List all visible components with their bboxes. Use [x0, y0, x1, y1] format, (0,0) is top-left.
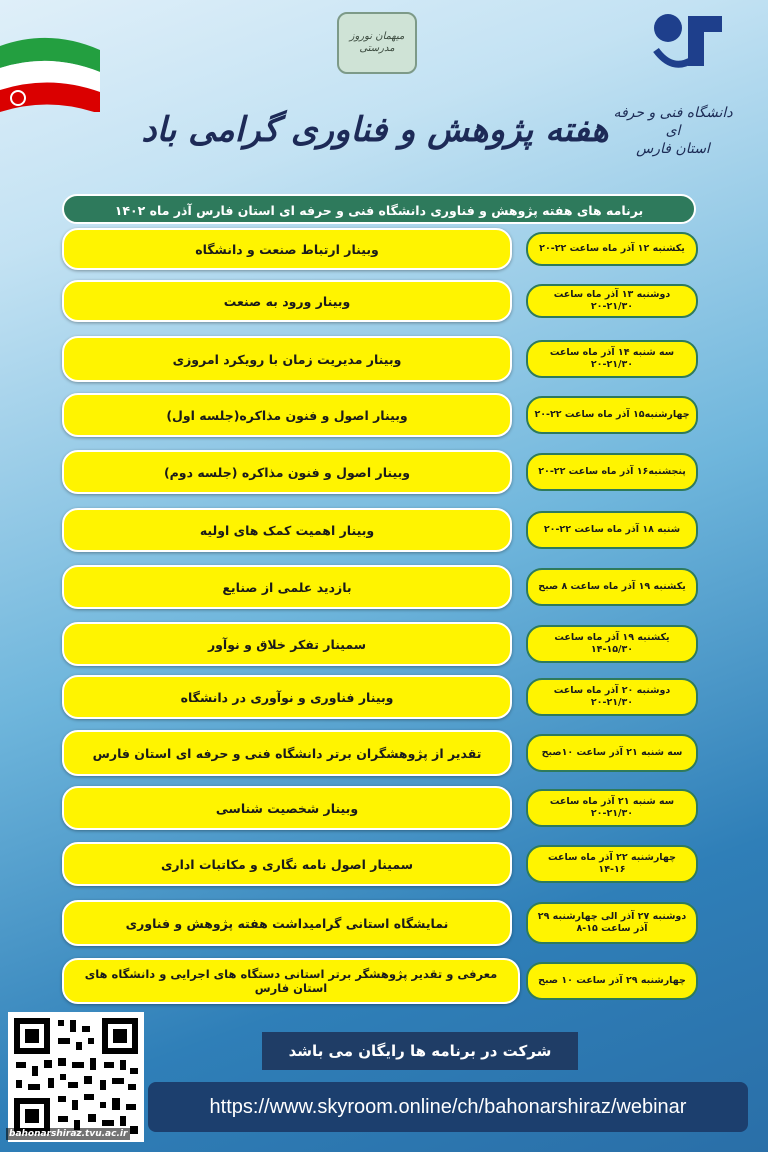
- watermark: bahonarshiraz.tvu.ac.ir: [6, 1128, 130, 1140]
- event-title: وبینار اصول و فنون مذاکره(جلسه اول): [62, 393, 512, 437]
- qr-code-icon: [8, 1012, 144, 1142]
- program-heading: برنامه های هفته پژوهش و فناوری دانشگاه فنی و حرفه ای استان فارس آذر ماه ۱۴۰۲: [62, 194, 696, 224]
- event-title: وبینار ارتباط صنعت و دانشگاه: [62, 228, 512, 270]
- event-title: وبینار شخصیت شناسی: [62, 786, 512, 830]
- event-date: یکشنبه ۱۲ آذر ماه ساعت ۲۲-۲۰: [526, 232, 698, 266]
- event-row: [62, 622, 698, 668]
- event-title: وبینار اصول و فنون مذاکره (جلسه دوم): [62, 450, 512, 494]
- event-row: [62, 730, 698, 778]
- event-date: سه شنبه ۲۱ آذر ساعت ۱۰صبح: [526, 734, 698, 772]
- event-date: چهارشنبه ۲۲ آذر ماه ساعت ۱۶-۱۴: [526, 845, 698, 883]
- event-date: شنبه ۱۸ آذر ماه ساعت ۲۲-۲۰: [526, 511, 698, 549]
- iran-flag-icon: [0, 28, 100, 112]
- university-name-line2: استان فارس: [636, 141, 710, 158]
- event-date: سه شنبه ۲۱ آذر ماه ساعت ۲۱/۳۰-۲۰: [526, 789, 698, 827]
- event-title: وبینار مدیریت زمان با رویکرد امروزی: [62, 336, 512, 382]
- event-title: وبینار اهمیت کمک های اولیه: [62, 508, 512, 552]
- event-date: چهارشنبه۱۵ آذر ماه ساعت ۲۲-۲۰: [526, 396, 698, 434]
- event-title: بازدید علمی از صنایع: [62, 565, 512, 609]
- university-name-line1: دانشگاه فنی و حرفه ای: [613, 105, 733, 140]
- event-row: [62, 900, 698, 948]
- event-date: یکشنبه ۱۹ آذر ماه ساعت ۸ صبح: [526, 568, 698, 606]
- event-date: دوشنبه ۱۳ آذر ماه ساعت ۲۱/۳۰-۲۰: [526, 284, 698, 318]
- event-row: [62, 508, 698, 554]
- event-title: وبینار ورود به صنعت: [62, 280, 512, 322]
- free-participation-notice: شرکت در برنامه ها رایگان می باشد: [262, 1032, 578, 1070]
- event-date: دوشنبه ۲۰ آذر ماه ساعت ۲۱/۳۰-۲۰: [526, 678, 698, 716]
- university-logo-icon: [648, 10, 728, 72]
- top-badge: [337, 12, 417, 74]
- event-row: [62, 958, 698, 1006]
- event-title: معرفی و تقدیر پژوهشگر برتر استانی دستگاه های اجرایی و دانشگاه های استان فارس: [62, 958, 520, 1004]
- event-title: سمینار اصول نامه نگاری و مکاتبات اداری: [62, 842, 512, 886]
- event-date: یکشنبه ۱۹ آذر ماه ساعت ۱۵/۳۰-۱۴: [526, 625, 698, 663]
- event-row: [62, 842, 698, 888]
- event-row: [62, 565, 698, 611]
- event-row: [62, 280, 698, 324]
- event-row: [62, 450, 698, 496]
- webinar-url-link[interactable]: https://www.skyroom.online/ch/bahonarshiraz/webinar: [148, 1082, 748, 1132]
- university-name: [608, 104, 738, 159]
- page-title: هفته پژوهش و فناوری گرامی باد: [141, 110, 609, 150]
- event-title: وبینار فناوری و نوآوری در دانشگاه: [62, 675, 512, 719]
- event-date: پنجشنبه۱۶ آذر ماه ساعت ۲۲-۲۰: [526, 453, 698, 491]
- event-date: سه شنبه ۱۴ آذر ماه ساعت ۲۱/۳۰-۲۰: [526, 340, 698, 378]
- event-date: دوشنبه ۲۷ آذر الی چهارشنبه ۲۹ آذر ساعت ۱۵-۸: [526, 902, 698, 944]
- event-row: [62, 336, 698, 382]
- event-row: [62, 228, 698, 272]
- event-title: نمایشگاه استانی گرامیداشت هفته پژوهش و فناوری: [62, 900, 512, 946]
- event-title: سمینار تفکر خلاق و نوآور: [62, 622, 512, 666]
- event-row: [62, 675, 698, 721]
- event-title: تقدیر از پژوهشگران برتر دانشگاه فنی و حرفه ای استان فارس: [62, 730, 512, 776]
- event-row: [62, 786, 698, 832]
- event-date: چهارشنبه ۲۹ آذر ساعت ۱۰ صبح: [526, 962, 698, 1000]
- badge-text: میهمان نوروز مدرستی: [349, 31, 405, 54]
- event-row: [62, 393, 698, 439]
